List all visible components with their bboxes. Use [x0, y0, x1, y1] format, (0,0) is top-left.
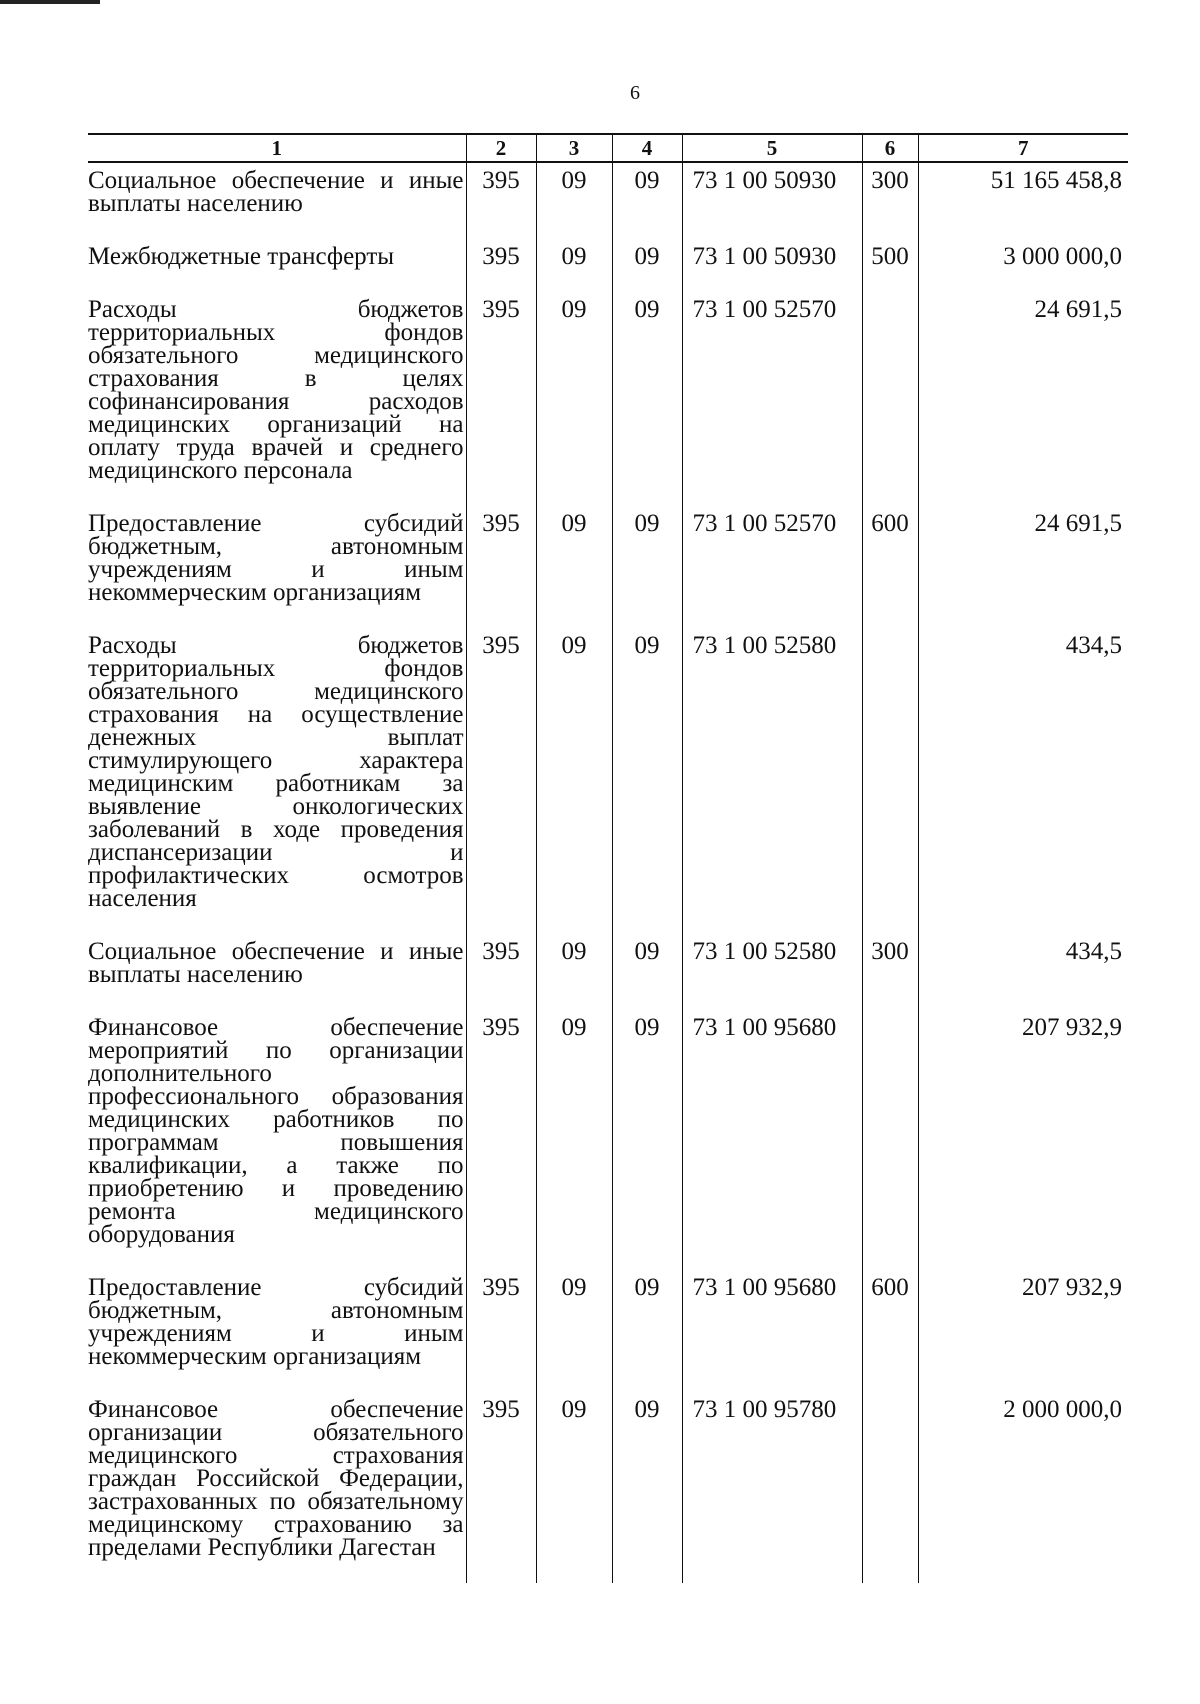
row-expense-type — [862, 1392, 918, 1583]
header-row — [88, 134, 1128, 162]
row-description: Предоставление субсидий бюджетным, автономным учреждениям и иным некоммерческим организациям — [88, 506, 466, 628]
row-target-article: 73 1 00 52580 — [682, 628, 862, 934]
table-row — [88, 506, 1128, 628]
row-expense-type — [862, 628, 918, 934]
row-target-article: 73 1 00 95680 — [682, 1010, 862, 1270]
row-section: 09 — [536, 1010, 612, 1270]
row-description: Предоставление субсидий бюджетным, автономным учреждениям и иным некоммерческим организациям — [88, 1270, 466, 1392]
row-section: 09 — [536, 506, 612, 628]
row-target-article: 73 1 00 52570 — [682, 506, 862, 628]
row-ministry-code: 395 — [466, 162, 536, 239]
row-subsection: 09 — [612, 628, 682, 934]
row-amount: 207 932,9 — [918, 1010, 1128, 1270]
row-subsection: 09 — [612, 1270, 682, 1392]
row-amount: 434,5 — [918, 628, 1128, 934]
budget-table-container — [88, 133, 1128, 1583]
row-subsection: 09 — [612, 934, 682, 1010]
row-description: Расходы бюджетов территориальных фондов обязательного медицинского страхования на осуществление денежных выплат стимулирующего характера медицинским работникам за выявление онкологических заболеваний в ходе проведения диспансеризации и профилактических осмотров населения — [88, 628, 466, 934]
row-expense-type: 600 — [862, 506, 918, 628]
row-target-article: 73 1 00 50930 — [682, 239, 862, 292]
row-description: Социальное обеспечение и иные выплаты населению — [88, 162, 466, 239]
table-row — [88, 239, 1128, 292]
row-ministry-code: 395 — [466, 1392, 536, 1583]
row-section: 09 — [536, 934, 612, 1010]
scan-edge-mark — [0, 0, 100, 4]
row-amount: 51 165 458,8 — [918, 162, 1128, 239]
row-amount: 2 000 000,0 — [918, 1392, 1128, 1583]
row-description: Финансовое обеспечение организации обязательного медицинского страхования граждан Российской Федерации, застрахованных по обязательному медицинскому страхованию за пределами Республики Дагестан — [88, 1392, 466, 1583]
row-section: 09 — [536, 292, 612, 506]
table-row — [88, 628, 1128, 934]
row-section: 09 — [536, 239, 612, 292]
row-target-article: 73 1 00 52580 — [682, 934, 862, 1010]
row-expense-type: 300 — [862, 162, 918, 239]
row-subsection: 09 — [612, 1392, 682, 1583]
row-amount: 207 932,9 — [918, 1270, 1128, 1392]
row-description: Социальное обеспечение и иные выплаты населению — [88, 934, 466, 1010]
row-ministry-code: 395 — [466, 934, 536, 1010]
table-row — [88, 162, 1128, 239]
row-subsection: 09 — [612, 162, 682, 239]
row-description: Расходы бюджетов территориальных фондов обязательного медицинского страхования в целях софинансирования расходов медицинских организаций на оплату труда врачей и среднего медицинского персонала — [88, 292, 466, 506]
row-target-article: 73 1 00 95680 — [682, 1270, 862, 1392]
row-expense-type: 500 — [862, 239, 918, 292]
header-col-5: 5 — [682, 134, 862, 162]
header-col-7: 7 — [918, 134, 1128, 162]
row-description: Межбюджетные трансферты — [88, 239, 466, 292]
row-expense-type: 600 — [862, 1270, 918, 1392]
row-section: 09 — [536, 628, 612, 934]
row-subsection: 09 — [612, 292, 682, 506]
row-expense-type: 300 — [862, 934, 918, 1010]
row-amount: 434,5 — [918, 934, 1128, 1010]
table-header — [88, 134, 1128, 162]
row-ministry-code: 395 — [466, 506, 536, 628]
budget-table — [88, 133, 1128, 1583]
row-section: 09 — [536, 1270, 612, 1392]
row-subsection: 09 — [612, 239, 682, 292]
row-subsection: 09 — [612, 506, 682, 628]
table-row — [88, 1392, 1128, 1583]
table-row — [88, 934, 1128, 1010]
header-col-4: 4 — [612, 134, 682, 162]
row-ministry-code: 395 — [466, 1010, 536, 1270]
row-amount: 24 691,5 — [918, 292, 1128, 506]
table-row — [88, 292, 1128, 506]
row-ministry-code: 395 — [466, 628, 536, 934]
row-target-article: 73 1 00 52570 — [682, 292, 862, 506]
row-target-article: 73 1 00 50930 — [682, 162, 862, 239]
row-amount: 24 691,5 — [918, 506, 1128, 628]
row-amount: 3 000 000,0 — [918, 239, 1128, 292]
row-section: 09 — [536, 1392, 612, 1583]
row-ministry-code: 395 — [466, 239, 536, 292]
table-body — [88, 162, 1128, 1583]
row-target-article: 73 1 00 95780 — [682, 1392, 862, 1583]
row-expense-type — [862, 292, 918, 506]
header-col-3: 3 — [536, 134, 612, 162]
table-row — [88, 1270, 1128, 1392]
header-col-6: 6 — [862, 134, 918, 162]
row-expense-type — [862, 1010, 918, 1270]
header-col-1: 1 — [88, 134, 466, 162]
row-section: 09 — [536, 162, 612, 239]
table-row — [88, 1010, 1128, 1270]
row-subsection: 09 — [612, 1010, 682, 1270]
row-description: Финансовое обеспечение мероприятий по организации дополнительного профессионального образования медицинских работников по программам повышения квалификации, а также по приобретению и проведению ремонта медицинского оборудования — [88, 1010, 466, 1270]
row-ministry-code: 395 — [466, 292, 536, 506]
row-ministry-code: 395 — [466, 1270, 536, 1392]
page-number: 6 — [630, 82, 640, 104]
header-col-2: 2 — [466, 134, 536, 162]
